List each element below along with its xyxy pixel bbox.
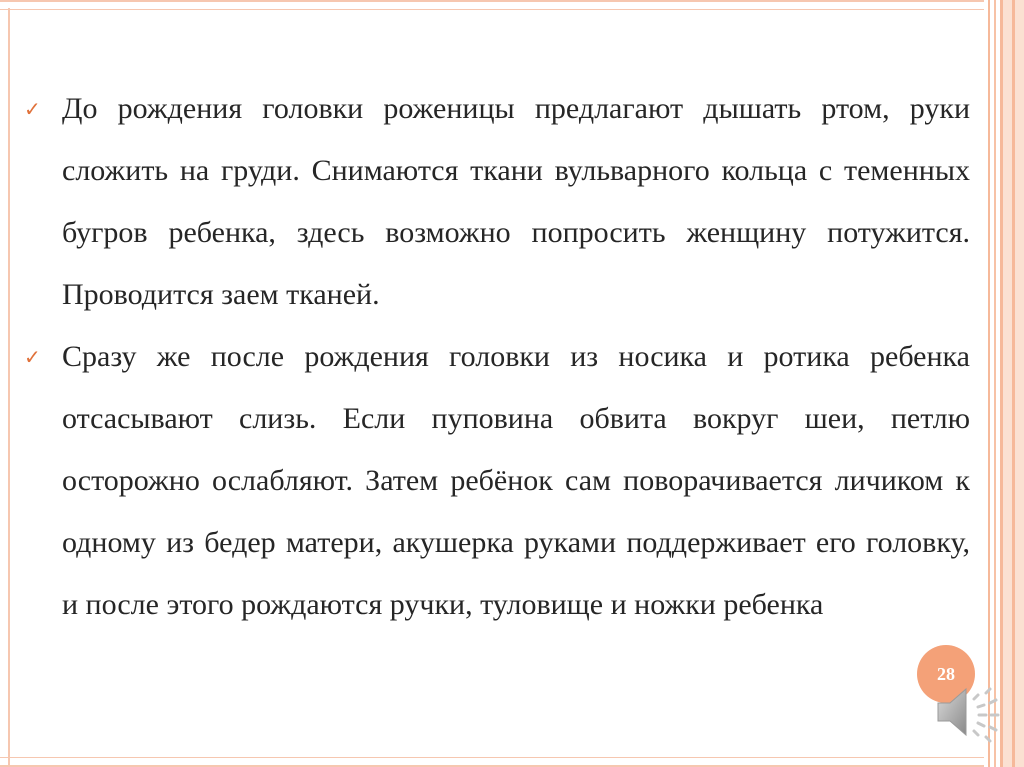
- bullet-text: Сразу же после рождения головки из носика и ротика ребенка отсасывают слизь. Если пуповина обвита вокруг шеи, петлю осторожно ослабляют. Затем ребёнок сам поворачивается личиком к одному из бедер матери, акушерка руками поддерживает его головку, и после этого рождаются ручки, туловище и ножки ребенка: [62, 340, 970, 621]
- page-number: 28: [937, 663, 955, 684]
- slide-content: [24, 78, 970, 636]
- bullet-item: [24, 78, 970, 326]
- checkmark-icon: ✓: [24, 345, 41, 369]
- slide-frame-top: [0, 0, 985, 10]
- slide-frame-bottom: [0, 757, 985, 767]
- slide-decorative-stripes: [984, 0, 1024, 767]
- bullet-item: [24, 326, 970, 636]
- speaker-icon[interactable]: [930, 677, 1002, 745]
- bullet-text: До рождения головки роженицы предлагают дышать ртом, руки сложить на груди. Снимаются ткани вульварного кольца с теменных бугров ребенка, здесь возможно попросить женщину потужится. Проводится заем тканей.: [62, 92, 970, 311]
- slide-frame-left: [8, 8, 10, 767]
- checkmark-icon: ✓: [24, 97, 41, 121]
